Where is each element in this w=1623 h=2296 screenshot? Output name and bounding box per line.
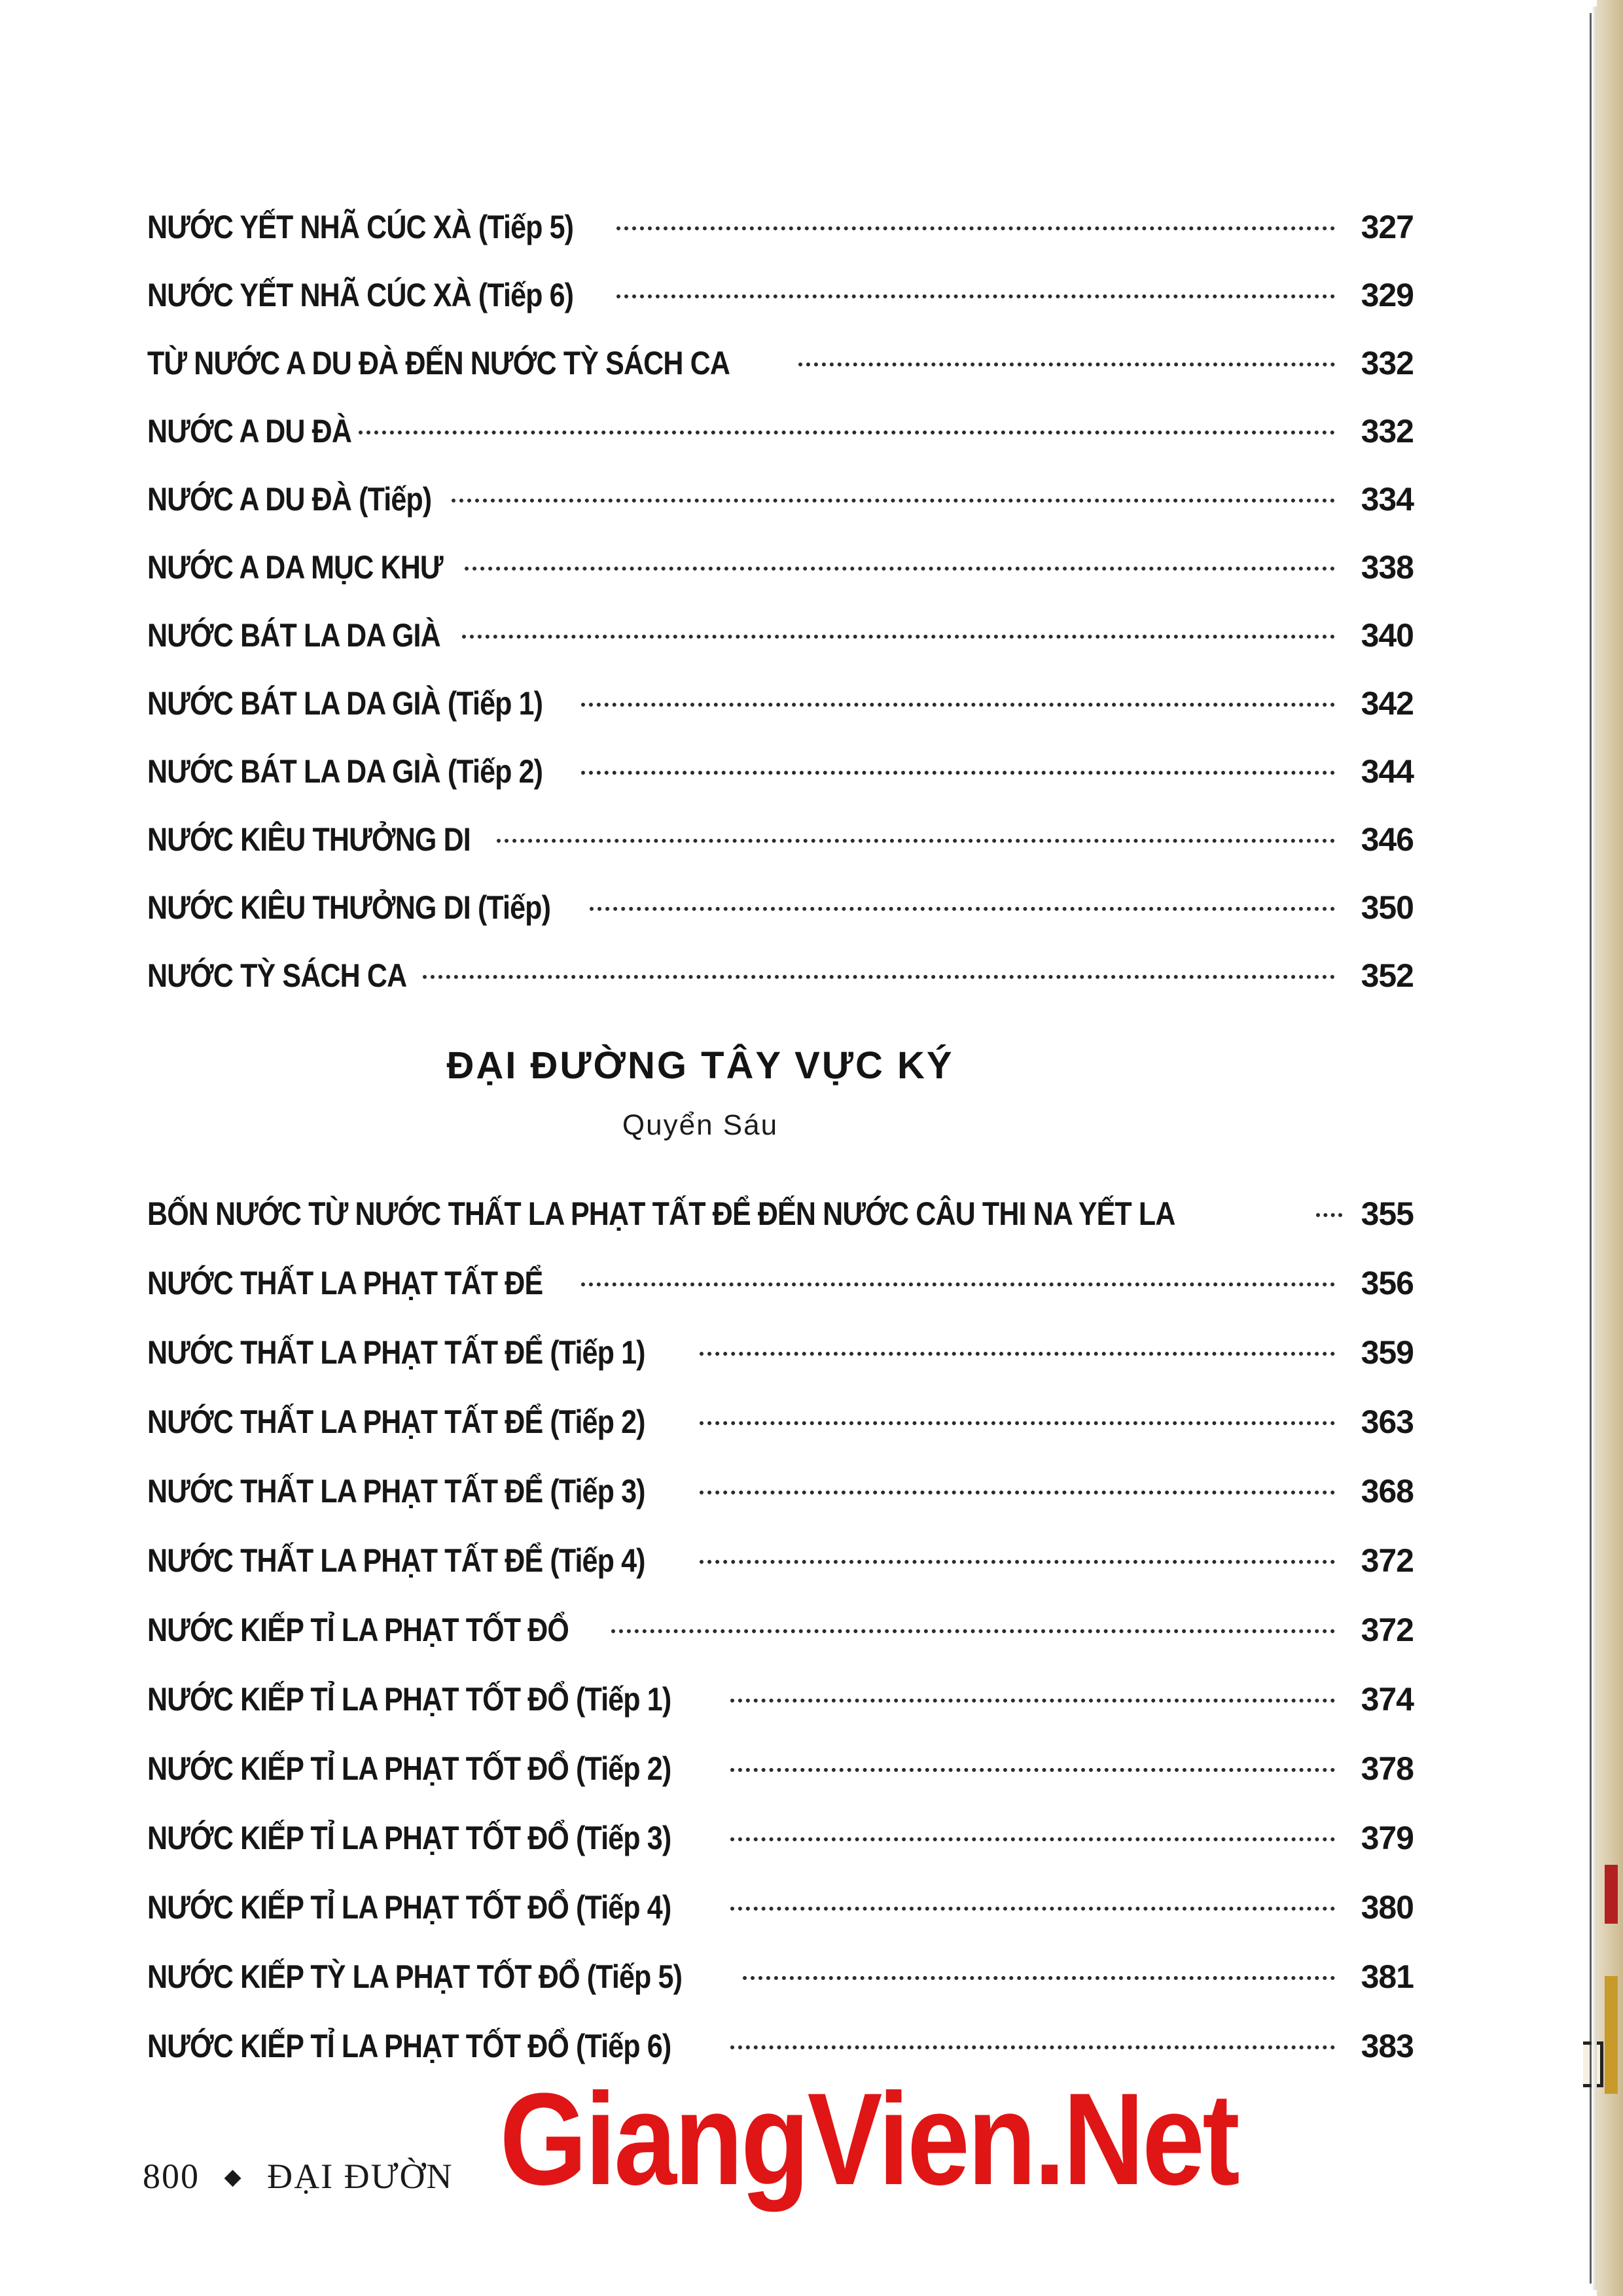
toc-dot-leader — [462, 635, 1335, 639]
toc-entry-title: NƯỚC A DA MỤC KHƯ — [147, 549, 443, 586]
toc-list-part-1 — [147, 208, 1414, 1025]
toc-entry-title: NƯỚC BÁT LA DA GIÀ — [147, 617, 440, 654]
toc-entry-title: NƯỚC KIẾP TỈ LA PHẠT TỐT ĐỔ (Tiếp 6) — [147, 2028, 671, 2064]
toc-entry — [147, 208, 1414, 276]
toc-entry-page: 340 — [1361, 617, 1414, 654]
toc-entry-page: 346 — [1361, 821, 1414, 858]
toc-entry — [147, 889, 1414, 957]
toc-entry-title: NƯỚC BÁT LA DA GIÀ (Tiếp 1) — [147, 685, 543, 722]
toc-entry-page: 350 — [1361, 889, 1414, 926]
toc-entry-page: 334 — [1361, 481, 1414, 518]
toc-entry-page: 359 — [1361, 1334, 1414, 1371]
toc-entry — [147, 1819, 1414, 1888]
toc-entry-title: NƯỚC THẤT LA PHẠT TẤT ĐỂ (Tiếp 1) — [147, 1334, 645, 1371]
toc-dot-leader — [798, 362, 1335, 366]
toc-dot-leader — [730, 1699, 1335, 1703]
toc-entry-title: NƯỚC A DU ĐÀ (Tiếp) — [147, 481, 432, 518]
toc-dot-leader — [700, 1421, 1335, 1425]
toc-entry-page: 383 — [1361, 2028, 1414, 2064]
toc-entry — [147, 1750, 1414, 1819]
toc-dot-leader — [743, 1976, 1335, 1980]
toc-dot-leader — [497, 839, 1335, 843]
toc-entry — [147, 1403, 1414, 1472]
toc-entry-page: 332 — [1361, 345, 1414, 381]
toc-dot-leader — [700, 1352, 1335, 1356]
toc-entry-title: NƯỚC KIẾP TỲ LA PHẠT TỐT ĐỔ (Tiếp 5) — [147, 1958, 683, 1995]
toc-dot-leader — [581, 703, 1336, 707]
toc-entry — [147, 1611, 1414, 1680]
toc-entry-page: 378 — [1361, 1750, 1414, 1787]
footer-bullet: ◆ — [224, 2165, 243, 2189]
toc-entry-page: 372 — [1361, 1542, 1414, 1579]
toc-entry-page: 374 — [1361, 1681, 1414, 1718]
book-spine-edge — [1597, 0, 1623, 2296]
toc-entry-title: NƯỚC KIÊU THƯỞNG DI (Tiếp) — [147, 889, 551, 926]
toc-entry-title: NƯỚC KIẾP TỈ LA PHẠT TỐT ĐỔ (Tiếp 4) — [147, 1889, 671, 1926]
toc-entry — [147, 1958, 1414, 2027]
toc-entry — [147, 1472, 1414, 1542]
toc-entry-title: NƯỚC KIẾP TỈ LA PHẠT TỐT ĐỔ (Tiếp 2) — [147, 1750, 671, 1787]
edge-color-mark — [1605, 1976, 1618, 2094]
toc-entry — [147, 480, 1414, 548]
toc-entry — [147, 412, 1414, 480]
toc-entry-page: 363 — [1361, 1404, 1414, 1440]
toc-dot-leader — [465, 567, 1335, 571]
toc-entry-title: NƯỚC KIẾP TỈ LA PHẠT TỐT ĐỔ (Tiếp 3) — [147, 1820, 671, 1856]
toc-dot-leader — [452, 499, 1335, 503]
toc-dot-leader — [581, 771, 1336, 775]
toc-entry — [147, 1333, 1414, 1403]
toc-entry — [147, 1542, 1414, 1611]
watermark: GiangVien.Net — [490, 2071, 1248, 2208]
toc-entry-title: NƯỚC THẤT LA PHẠT TẤT ĐỂ (Tiếp 3) — [147, 1473, 645, 1510]
toc-entry-title: NƯỚC YẾT NHÃ CÚC XÀ (Tiếp 5) — [147, 209, 574, 245]
toc-entry-page: 356 — [1361, 1265, 1414, 1301]
section-title: ĐẠI ĐƯỜNG TÂY VỰC KÝ — [446, 1044, 954, 1087]
toc-list-part-2 — [147, 1195, 1414, 2096]
toc-dot-leader — [730, 1768, 1335, 1772]
toc-dot-leader — [616, 294, 1335, 298]
toc-entry — [147, 1680, 1414, 1750]
toc-dot-leader — [700, 1560, 1335, 1564]
toc-entry-title: NƯỚC KIẾP TỈ LA PHẠT TỐT ĐỔ (Tiếp 1) — [147, 1681, 671, 1718]
section-subtitle: Quyển Sáu — [622, 1109, 779, 1141]
toc-entry — [147, 1888, 1414, 1958]
toc-entry — [147, 276, 1414, 344]
toc-dot-leader — [423, 975, 1335, 979]
toc-entry — [147, 548, 1414, 616]
toc-entry-page: 381 — [1361, 1958, 1414, 1995]
toc-dot-leader — [700, 1491, 1335, 1494]
footer-running-title: ĐẠI ĐƯỜN — [267, 2157, 454, 2196]
toc-entry-title: NƯỚC THẤT LA PHẠT TẤT ĐỂ — [147, 1265, 543, 1301]
edge-color-mark — [1605, 1865, 1618, 1924]
toc-entry-title: BỐN NƯỚC TỪ NƯỚC THẤT LA PHẠT TẤT ĐỂ ĐẾN NƯỚC CÂU THI NA YẾT LA — [147, 1195, 1175, 1232]
toc-dot-leader — [1316, 1213, 1342, 1217]
toc-entry-page: 332 — [1361, 413, 1414, 450]
page-edge-shadow — [1592, 7, 1597, 2290]
page-edge-line — [1590, 13, 1592, 2284]
footer-page-number: 800 — [143, 2157, 200, 2196]
toc-entry — [147, 752, 1414, 821]
toc-entry — [147, 821, 1414, 889]
toc-entry-page: 329 — [1361, 277, 1414, 313]
toc-entry — [147, 1195, 1414, 1264]
toc-entry-page: 327 — [1361, 209, 1414, 245]
toc-entry-page: 338 — [1361, 549, 1414, 586]
toc-entry-page: 342 — [1361, 685, 1414, 722]
toc-entry-page: 380 — [1361, 1889, 1414, 1926]
toc-entry-title: NƯỚC KIẾP TỈ LA PHẠT TỐT ĐỔ — [147, 1612, 569, 1648]
toc-dot-leader — [730, 2045, 1335, 2049]
toc-entry-title: NƯỚC A DU ĐÀ — [147, 413, 352, 450]
toc-dot-leader — [730, 1907, 1335, 1911]
toc-entry — [147, 1264, 1414, 1333]
toc-entry-title: NƯỚC BÁT LA DA GIÀ (Tiếp 2) — [147, 753, 543, 790]
toc-entry-page: 379 — [1361, 1820, 1414, 1856]
toc-entry-title: NƯỚC YẾT NHÃ CÚC XÀ (Tiếp 6) — [147, 277, 574, 313]
toc-entry-title: NƯỚC TỲ SÁCH CA — [147, 957, 407, 994]
toc-entry-title: NƯỚC THẤT LA PHẠT TẤT ĐỂ (Tiếp 4) — [147, 1542, 645, 1579]
toc-entry-page: 372 — [1361, 1612, 1414, 1648]
toc-entry — [147, 957, 1414, 1025]
page-footer — [143, 2156, 454, 2197]
toc-dot-leader — [611, 1629, 1335, 1633]
toc-dot-leader — [616, 226, 1335, 230]
toc-entry — [147, 616, 1414, 684]
toc-dot-leader — [590, 907, 1335, 911]
toc-entry-title: NƯỚC KIÊU THƯỞNG DI — [147, 821, 471, 858]
toc-entry — [147, 344, 1414, 412]
toc-entry-title: TỪ NƯỚC A DU ĐÀ ĐẾN NƯỚC TỲ SÁCH CA — [147, 345, 730, 381]
toc-entry-page: 368 — [1361, 1473, 1414, 1510]
toc-dot-leader — [359, 431, 1335, 434]
toc-entry-page: 344 — [1361, 753, 1414, 790]
toc-entry-title: NƯỚC THẤT LA PHẠT TẤT ĐỂ (Tiếp 2) — [147, 1404, 645, 1440]
toc-dot-leader — [730, 1837, 1335, 1841]
toc-entry-page: 352 — [1361, 957, 1414, 994]
toc-entry — [147, 684, 1414, 752]
toc-dot-leader — [581, 1282, 1335, 1286]
toc-entry-page: 355 — [1361, 1195, 1414, 1232]
